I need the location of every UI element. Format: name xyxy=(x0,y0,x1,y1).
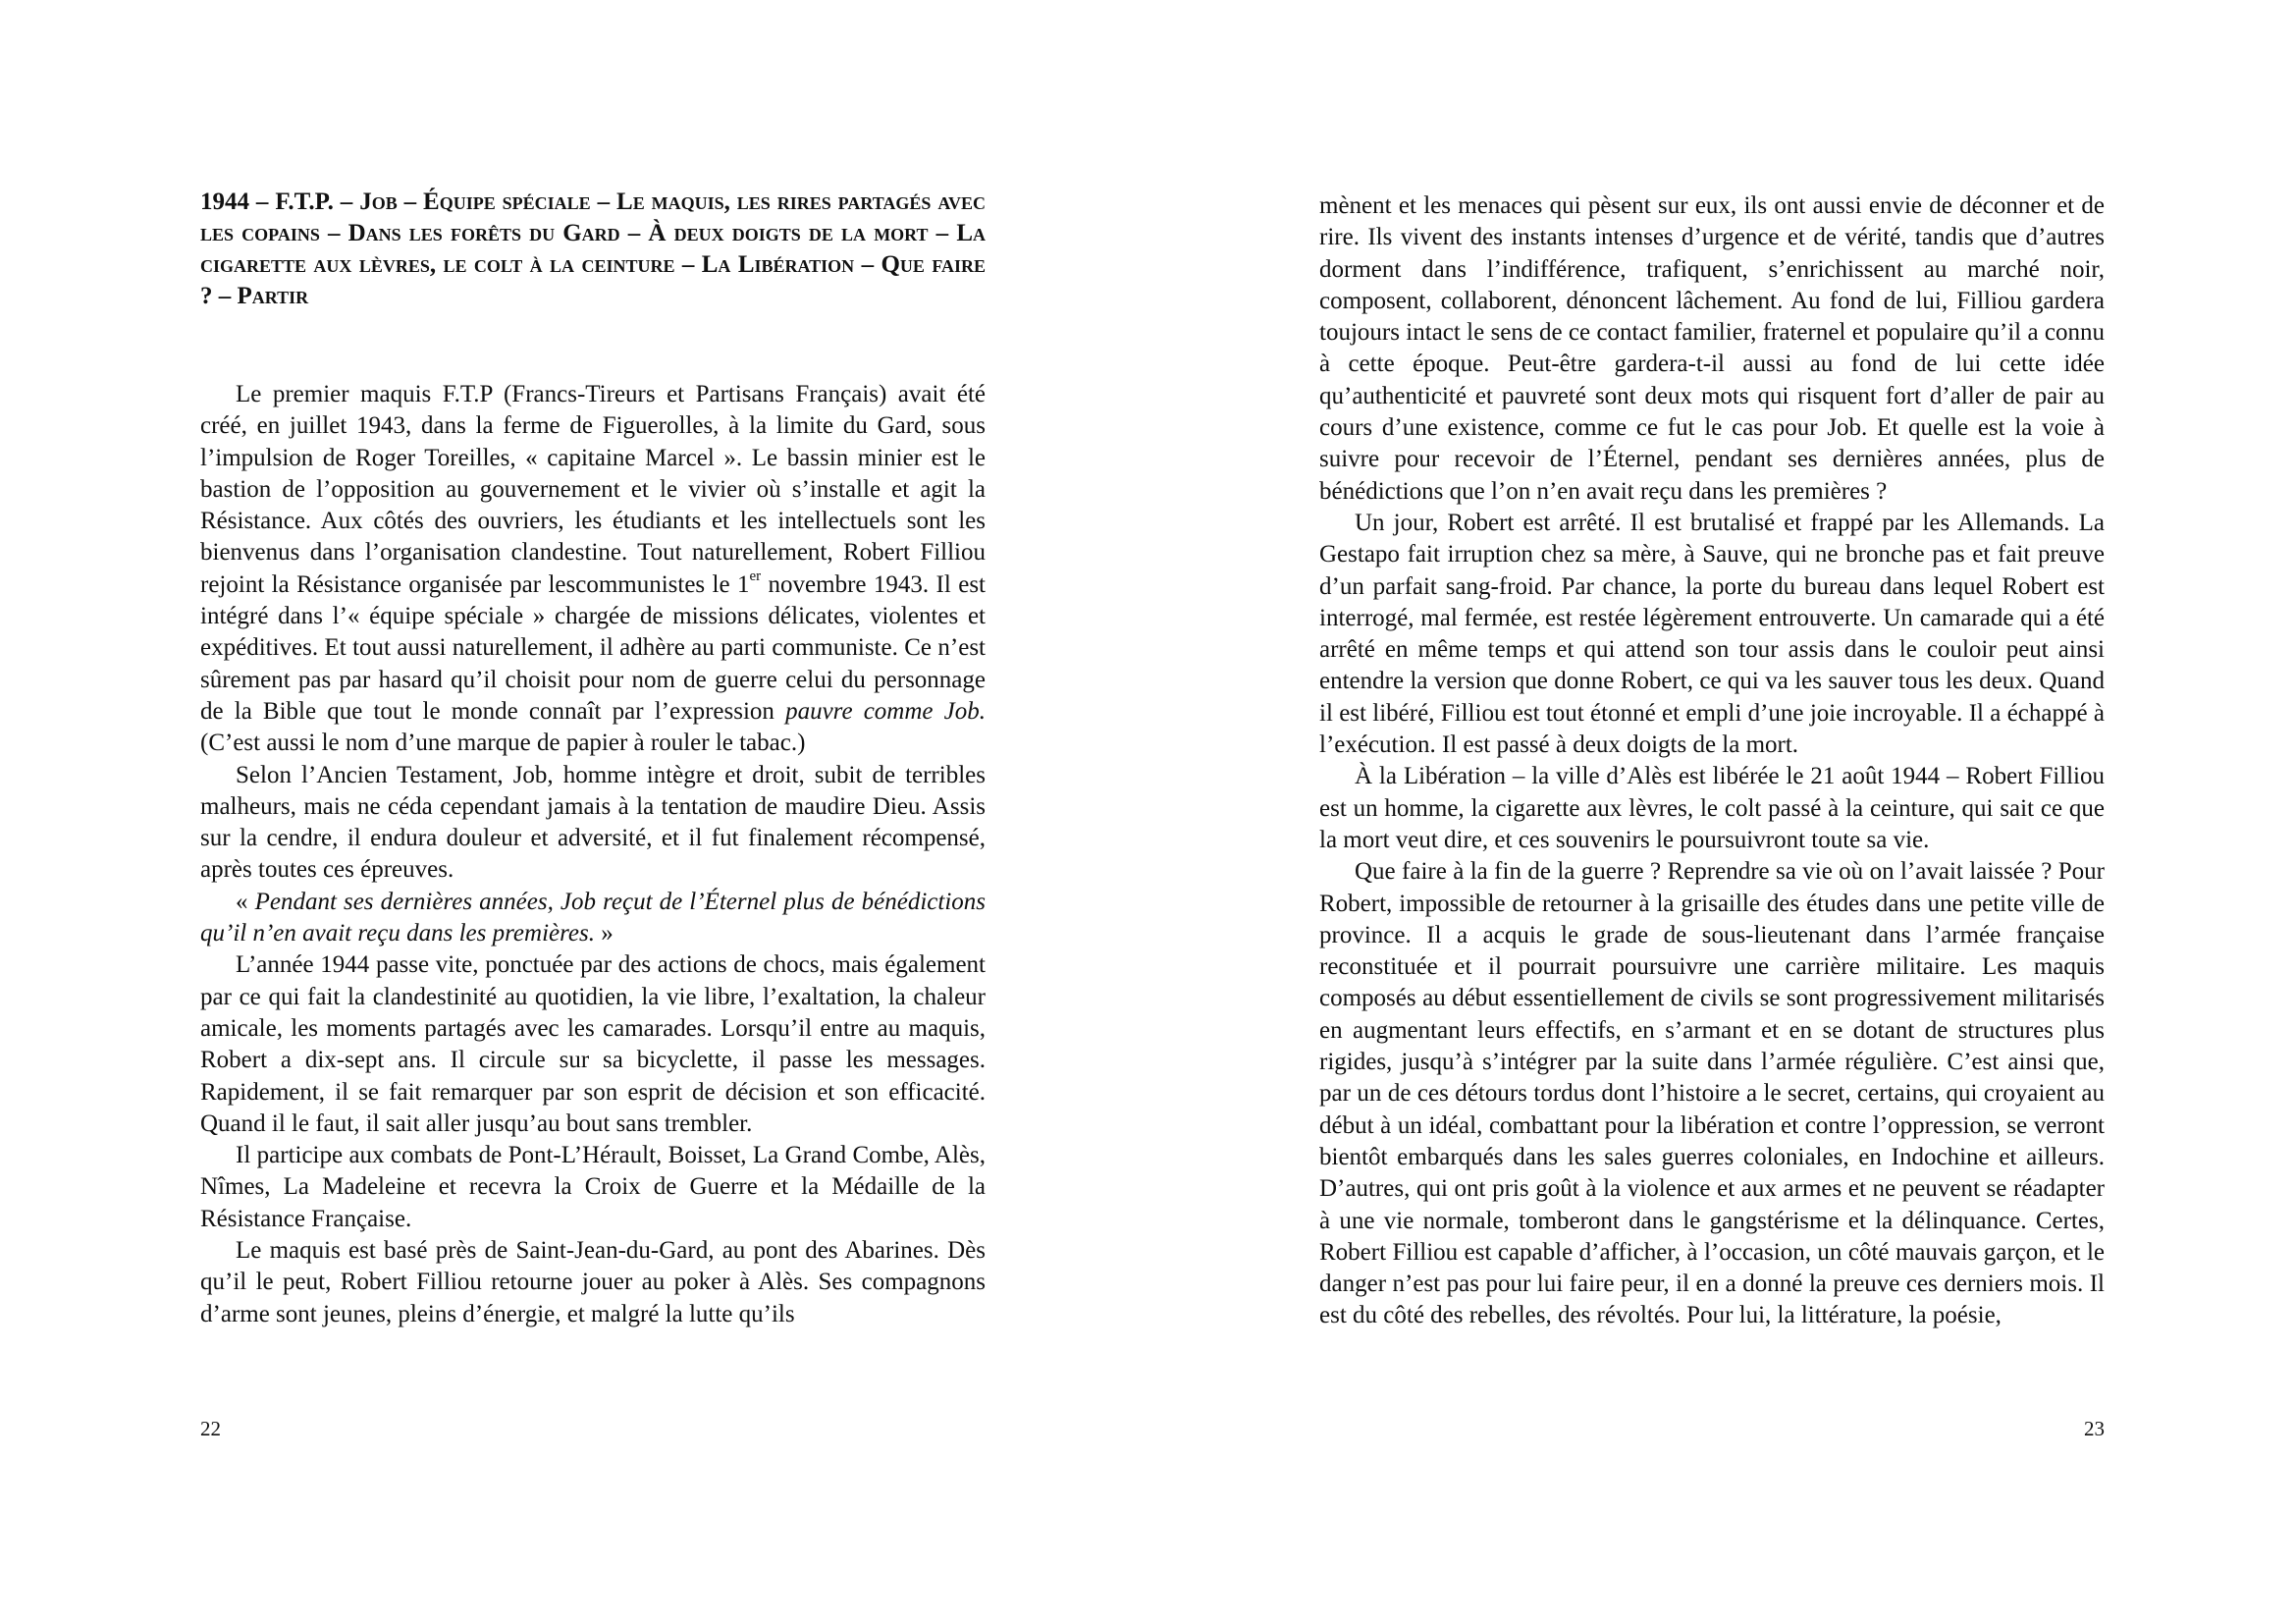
paragraph: Le premier maquis F.T.P (Francs-Tireurs et Partisans Français) avait été créé, en juillet 1943, dans la ferme de Figuerolles, à la limite du Gard, sous l’impulsion de Roger Toreilles, « capitaine Marcel ». Le bassin minier est le bastion de l’opposition au gouvernement et le vivier où s’installe et agit la Résistance. Aux côtés des ouvriers, les étudiants et les intellectuels sont les bienvenus dans l’organisation clandestine. Tout naturellement, Robert Filliou rejoint la Résistance organisée par lescommunistes le 1er novembre 1943. Il est intégré dans l’« équipe spéciale » chargée de missions délicates, violentes et expéditives. Et tout aussi naturellement, il adhère au parti communiste. Ce n’est sûrement pas par hasard qu’il choisit pour nom de guerre celui du personnage de la Bible que tout le monde connaît par l’expression pauvre comme Job. (C’est aussi le nom d’une marque de papier à rouler le tabac.) xyxy=(200,381,986,757)
paragraph: Le maquis est basé près de Saint-Jean-du-Gard, au pont des Abarines. Dès qu’il le peut, Robert Filliou retourne jouer au poker à Alès. Ses compagnons d’arme sont jeunes, pleins d’énergie, et malgré la lutte qu’ils xyxy=(200,1237,986,1327)
right-page-body xyxy=(1319,190,2105,1332)
paragraph: L’année 1944 passe vite, ponctuée par des actions de chocs, mais également par ce qui fait la clandestinité au quotidien, la vie libre, l’exaltation, la chaleur amicale, les moments partagés avec les camarades. Lorsqu’il entre au maquis, Robert a dix-sept ans. Il circule sur sa bicyclette, il passe les messages. Rapidement, il se fait remarquer par son esprit de décision et son efficacité. Quand il le faut, il sait aller jusqu’au bout sans trembler. xyxy=(200,951,986,1137)
left-page-body xyxy=(200,379,986,1330)
page-number: 23 xyxy=(2084,1417,2105,1440)
paragraph: À la Libération – la ville d’Alès est libérée le 21 août 1944 – Robert Filliou est un homme, la cigarette aux lèvres, le colt passé à la ceinture, qui sait ce que la mort veut dire, et ces souvenirs le poursuivront toute sa vie. xyxy=(1319,763,2105,853)
bible-quote: « Pendant ses dernières années, Job reçut de l’Éternel plus de bénédictions qu’il n’en avait reçu dans les premières. » xyxy=(200,888,986,947)
paragraph: Que faire à la fin de la guerre ? Reprendre sa vie où on l’avait laissée ? Pour Robert, impossible de retourner à la grisaille des études dans une petite ville de province. Il a acquis le grade de sous-lieutenant dans l’armée française reconstituée et il pourrait poursuivre une carrière militaire. Les maquis composés au début essentiellement de civils se sont progressivement militarisés en augmentant leurs effectifs, en s’armant et en se dotant de structures plus rigides, jusqu’à s’intégrer par la suite dans l’armée régulière. C’est ainsi que, par un de ces détours tordus dont l’histoire a le secret, certains, qui croyaient au début à un idéal, combattant pour la libération et contre l’oppression, se verront bientôt embarqués dans les sales guerres coloniales, en Indochine et ailleurs. D’autres, qui ont pris goût à la violence et aux armes et ne peuvent se réadapter à une vie normale, tomberont dans le gangstérisme et la délinquance. Certes, Robert Filliou est capable d’afficher, à l’occasion, un côté mauvais garçon, et le danger n’est pas pour lui faire peur, il en a donné la preuve ces derniers mois. Il est du côté des rebelles, des révoltés. Pour lui, la littérature, la poésie, xyxy=(1319,858,2105,1329)
paragraph: Selon l’Ancien Testament, Job, homme intègre et droit, subit de terribles malheurs, mais ne céda cependant jamais à la tentation de maudire Dieu. Assis sur la cendre, il endura douleur et adversité, et il fut finalement récompensé, après toutes ces épreuves. xyxy=(200,761,986,884)
right-page xyxy=(1148,0,2296,1623)
page-number: 22 xyxy=(200,1417,221,1440)
paragraph: mènent et les menaces qui pèsent sur eux, ils ont aussi envie de déconner et de rire. Ils vivent des instants intenses d’urgence et de vérité, tandis que d’autres dorment dans l’indifférence, trafiquent, s’enrichissent au marché noir, composent, collaborent, dénoncent lâchement. Au fond de lui, Filliou gardera toujours intact le sens de ce contact familier, fraternel et populaire qu’il a connu à cette époque. Peut-être gardera-t-il aussi au fond de lui cette idée qu’authenticité et pauvreté sont deux mots qui risquent fort d’aller de pair au cours d’une existence, comme ce fut le cas pour Job. Et quelle est la voie à suivre pour recevoir de l’Éternel, pendant ses dernières années, plus de bénédictions que l’on n’en avait reçu dans les premières ? xyxy=(1319,192,2105,505)
paragraph: Il participe aux combats de Pont-L’Hérault, Boisset, La Grand Combe, Alès, Nîmes, La Madeleine et recevra la Croix de Guerre et la Médaille de la Résistance Française. xyxy=(200,1142,986,1232)
paragraph: Un jour, Robert est arrêté. Il est brutalisé et frappé par les Allemands. La Gestapo fait irruption chez sa mère, à Sauve, qui ne bronche pas et fait preuve d’un parfait sang-froid. Par chance, la porte du bureau dans lequel Robert est interrogé, mal fermée, est restée légèrement entrouverte. Un camarade qui a été arrêté en même temps et qui attend son tour assis dans le couloir peut ainsi entendre la version que donne Robert, ce qui va les sauver tous les deux. Quand il est libéré, Filliou est tout étonné et empli d’une joie incroyable. Il a échappé à l’exécution. Il est passé à deux doigts de la mort. xyxy=(1319,509,2105,759)
chapter-heading: 1944 – F.T.P. – Job – Équipe spéciale – Le maquis, les rires partagés avec les copains – Dans les forêts du Gard – À deux doigts de la mort – La cigarette aux lèvres, le colt à la ceinture – La Libération – Que faire ? – Partir xyxy=(200,189,986,309)
